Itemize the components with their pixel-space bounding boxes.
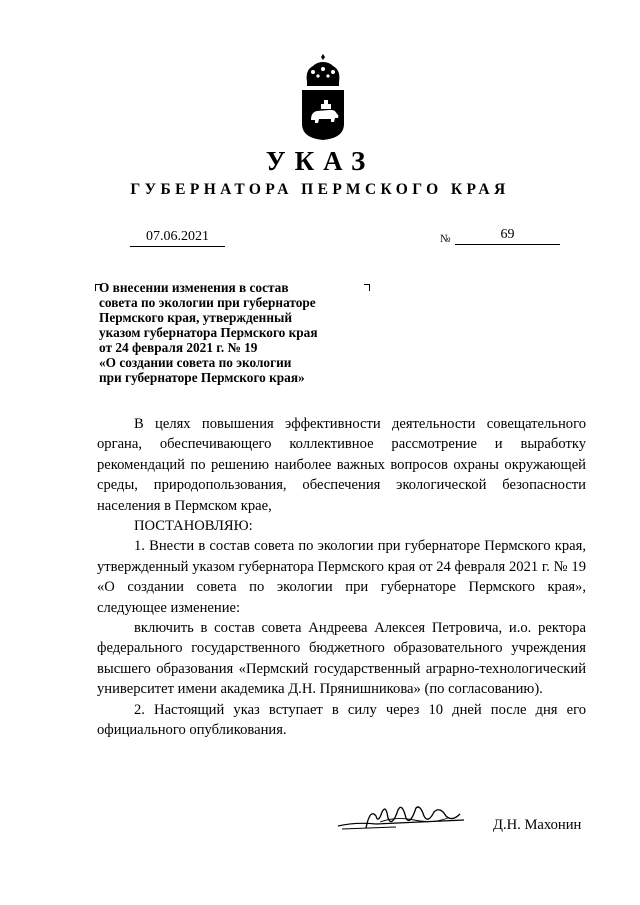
clause-1-paragraph: 1. Внести в состав совета по экологии при губернаторе Пермского края, утвержденный указом губернатора Пермского края от 24 февраля 2021 г. № 19 «О создании совета по экологии при губернаторе Пермского края», следующее изменение: [97,538,586,616]
document-heading [99,280,361,385]
heading-line: совета по экологии при губернаторе [99,295,316,310]
heading-line: указом губернатора Пермского края [99,325,318,340]
heading-line: от 24 февраля 2021 г. № 19 [99,340,258,355]
number-label: № [440,233,451,245]
document-number: 69 [455,226,560,245]
perm-krai-coat-of-arms-icon [299,52,347,142]
document-date: 07.06.2021 [130,228,225,247]
preamble-paragraph: В целях повышения эффективности деятельности совещательного органа, обеспечивающего коллективное рассмотрение и выработку рекомендаций по решению наиболее важных вопросов охраны окружающей среды, природопользования, обеспечения экологической безопасности населения в Пермском крае, [97,416,586,514]
heading-line: О внесении изменения в состав [99,280,289,295]
document-subtitle: ГУБЕРНАТОРА ПЕРМСКОГО КРАЯ [130,181,510,198]
clause-2-paragraph: 2. Настоящий указ вступает в силу через 10 дней после дня его официального опубликования. [97,701,586,739]
document-body [97,414,586,741]
clause-1-detail-paragraph: включить в состав совета Андреева Алексея Петровича, и.о. ректора федерального государственного бюджетного образовательного учреждения высшего образования «Пермский государственный аграрно-технологический университет имени академика Д.Н. Прянишникова» (по согласованию). [97,620,586,698]
handwritten-signature [336,798,466,838]
resolution-keyword: ПОСТАНОВЛЯЮ: [134,518,253,535]
signer-name: Д.Н. Махонин [493,817,582,833]
heading-line: «О создании совета по экологии [99,355,292,370]
heading-line: Пермского края, утвержденный [99,310,293,325]
heading-bracket-right [364,284,370,291]
heading-line: при губернаторе Пермского края» [99,370,305,385]
document-title: УКАЗ [265,146,375,176]
